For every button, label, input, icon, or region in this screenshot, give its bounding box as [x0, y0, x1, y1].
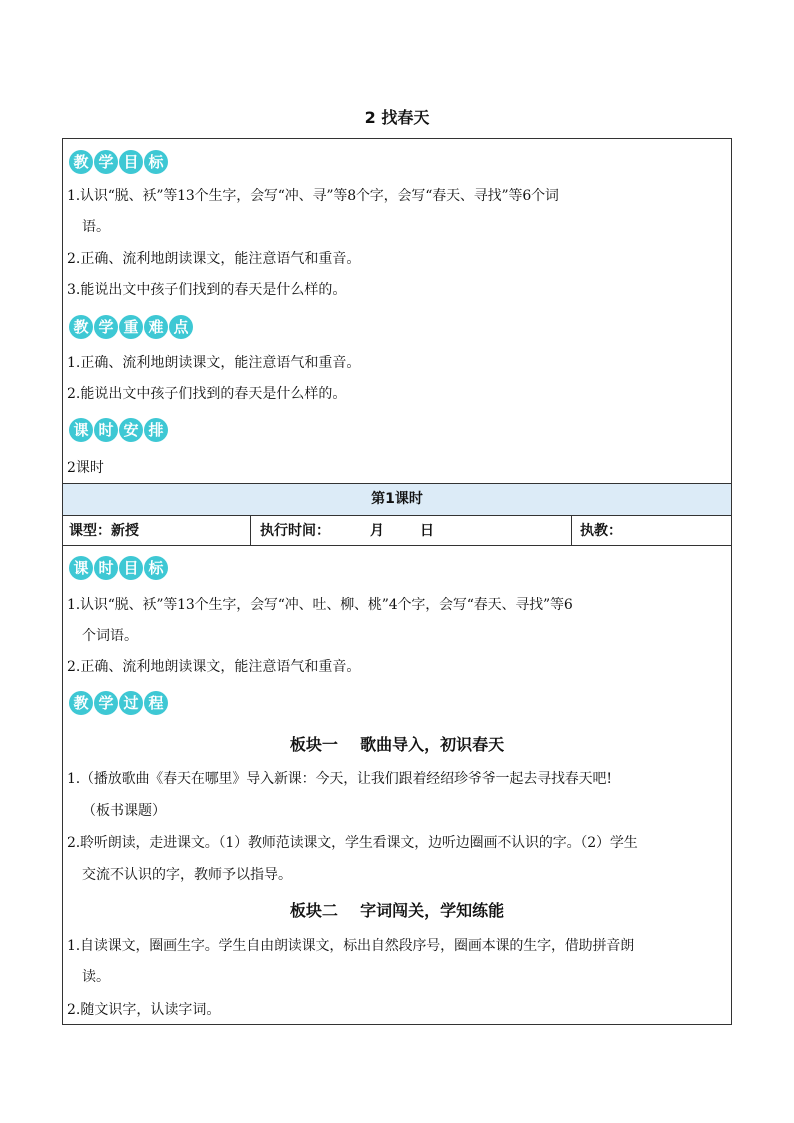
exec-day-label: 日: [420, 523, 434, 539]
badge-char: 排: [144, 418, 168, 442]
section-badge-teaching-goals: [69, 150, 168, 174]
badge-char: 时: [94, 556, 118, 580]
block2-item-1-cont: 读。: [82, 969, 110, 985]
exec-time-label: 执行时间：: [260, 523, 330, 539]
lesson-goal-item-2: 2.正确、流利地朗读课文，能注意语气和重音。: [67, 659, 361, 675]
badge-char: 学: [94, 150, 118, 174]
badge-char: 时: [94, 418, 118, 442]
keypoint-item-2: 2.能说出文中孩子们找到的春天是什么样的。: [67, 386, 347, 402]
cell-divider: [571, 515, 572, 545]
goal-item-3: 3.能说出文中孩子们找到的春天是什么样的。: [67, 282, 347, 298]
lesson-goal-item-1-cont: 个词语。: [82, 628, 138, 644]
page-title: 2 找春天: [364, 108, 430, 127]
badge-char: 安: [119, 418, 143, 442]
badge-char: 课: [69, 418, 93, 442]
section-badge-key-points: [69, 315, 193, 339]
teacher-label: 执教：: [580, 523, 622, 539]
lesson-goal-item-1: 1.认识“脱、袄”等13个生字，会写“冲、吐、柳、桃”4个字，会写“春天、寻找”等6: [67, 597, 573, 613]
block1-item-2-cont: 交流不认识的字，教师予以指导。: [82, 867, 292, 883]
block2-item-2: 2.随文识字，认读字词。: [67, 1002, 221, 1018]
section-badge-schedule: [69, 418, 168, 442]
lesson-type: 课型：新授: [69, 523, 139, 539]
keypoint-item-1: 1.正确、流利地朗读课文，能注意语气和重音。: [67, 355, 361, 371]
badge-char: 点: [169, 315, 193, 339]
badge-char: 学: [94, 691, 118, 715]
block1-item-1: 1.（播放歌曲《春天在哪里》导入新课：今天，让我们跟着经绍珍爷爷一起去寻找春天吧!: [67, 771, 612, 787]
block-heading-2: 板块二 字词闯关，学知练能: [289, 901, 505, 920]
badge-char: 程: [144, 691, 168, 715]
divider: [63, 515, 731, 516]
badge-char: 标: [144, 556, 168, 580]
goal-item-2: 2.正确、流利地朗读课文，能注意语气和重音。: [67, 251, 361, 267]
badge-char: 教: [69, 150, 93, 174]
badge-char: 目: [119, 150, 143, 174]
lesson-band-title: 第1课时: [371, 491, 423, 507]
schedule-text: 2课时: [67, 460, 104, 476]
badge-char: 教: [69, 691, 93, 715]
badge-char: 标: [144, 150, 168, 174]
exec-month-label: 月: [370, 523, 384, 539]
section-badge-process: [69, 691, 168, 715]
badge-char: 课: [69, 556, 93, 580]
divider: [63, 545, 731, 546]
badge-char: 教: [69, 315, 93, 339]
goal-item-1-cont: 语。: [82, 219, 110, 235]
badge-char: 难: [144, 315, 168, 339]
lesson-plan-table: [62, 138, 732, 1025]
section-badge-lesson-goals: [69, 556, 168, 580]
badge-char: 目: [119, 556, 143, 580]
block1-item-1-cont: （板书课题）: [82, 803, 166, 819]
block1-item-2: 2.聆听朗读，走进课文。（1）教师范读课文，学生看课文，边听边圈画不认识的字。（2）学生: [67, 835, 638, 851]
badge-char: 学: [94, 315, 118, 339]
badge-char: 过: [119, 691, 143, 715]
goal-item-1: 1.认识“脱、袄”等13个生字，会写“冲、寻”等8个字，会写“春天、寻找”等6个词: [67, 188, 559, 204]
block-heading-1: 板块一 歌曲导入，初识春天: [289, 735, 505, 754]
block2-item-1: 1.自读课文，圈画生字。学生自由朗读课文，标出自然段序号，圈画本课的生字，借助拼音朗: [67, 938, 635, 954]
badge-char: 重: [119, 315, 143, 339]
cell-divider: [250, 515, 251, 545]
